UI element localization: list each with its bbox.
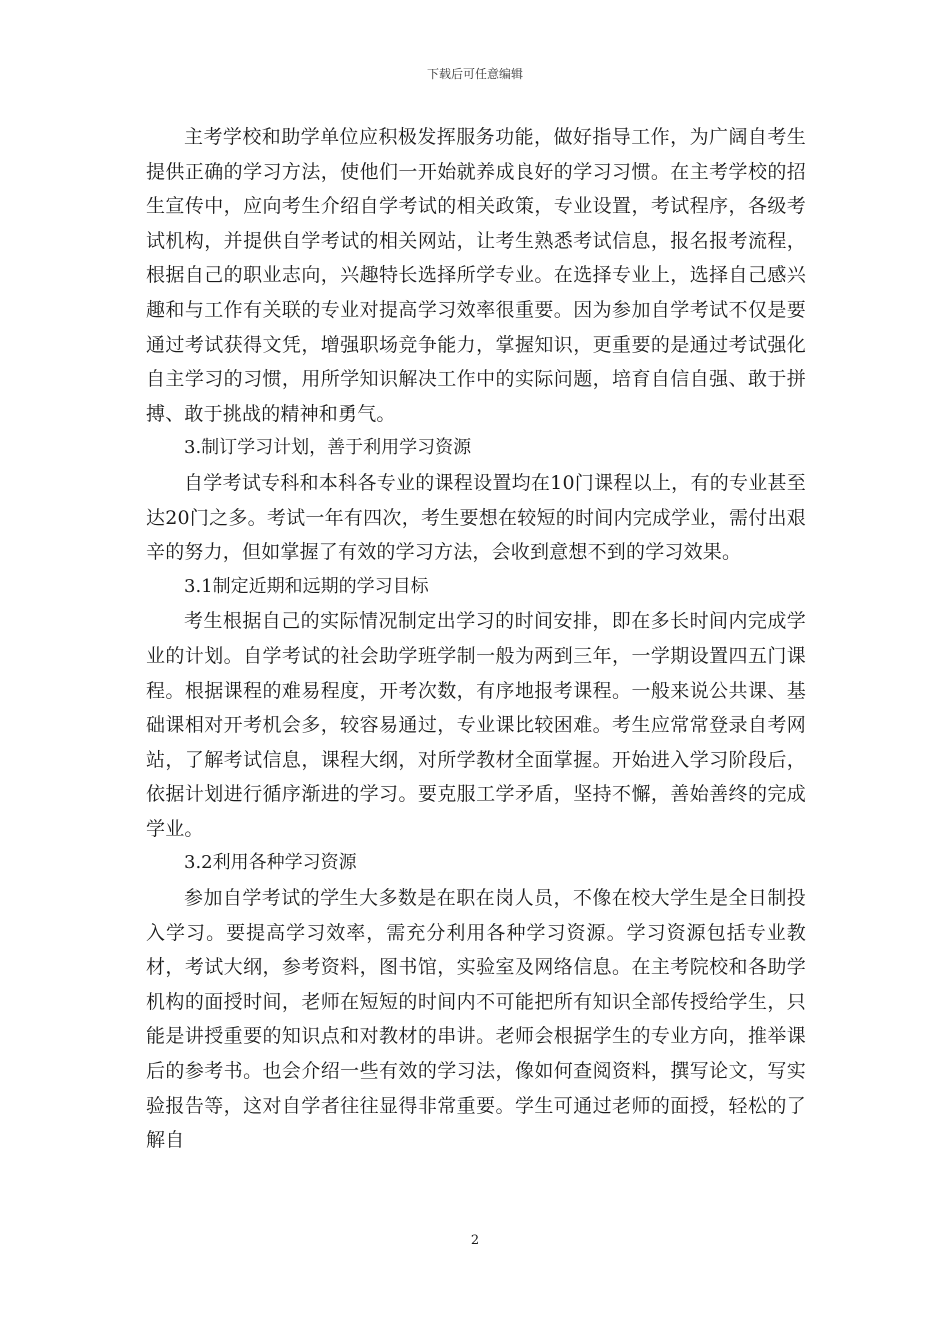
page-number: 2 <box>470 1233 480 1248</box>
paragraph-time-planning: 考生根据自己的实际情况制定出学习的时间安排，即在多长时间内完成学业的计划。自学考试的社会助学班学制一般为两到三年，一学期设置四五门课程。根据课程的难易程度，开考次数，有序地报考课程。一般来说公共课、基础课相对开考机会多，较容易通过，专业课比较困难。考生应常常登录自考网站，了解考试信息，课程大纲，对所学教材全面掌握。开始进入学习阶段后，依据计划进行循序渐进的学习。要克服工学矛盾，坚持不懈，善始善终的完成学业。 <box>146 610 806 840</box>
paragraph-service-guidance: 主考学校和助学单位应积极发挥服务功能，做好指导工作，为广阔自考生提供正确的学习方法，使他们一开始就养成良好的学习习惯。在主考学校的招生宣传中，应向考生介绍自学考试的相关政策，专业设置，考试程序，各级考试机构，并提供自学考试的相关网站，让考生熟悉考试信息，报名报考流程，根据自己的职业志向，兴趣特长选择所学专业。在选择专业上，选择自己感兴趣和与工作有关联的专业对提高学习效率很重要。因为参加自学考试不仅是要通过考试获得文凭，增强职场竞争能力，掌握知识，更重要的是通过考试强化自主学习的习惯，用所学知识解决工作中的实际问题，培育自信自强、敢于拼搏、敢于挑战的精神和勇气。 <box>146 126 806 425</box>
subsection-heading-resources: 3.2利用各种学习资源 <box>184 852 357 874</box>
section-heading-study-plan: 3.制订学习计划，善于利用学习资源 <box>184 437 472 459</box>
subsection-heading-goals: 3.1制定近期和远期的学习目标 <box>184 575 429 597</box>
paragraph-learning-resources: 参加自学考试的学生大多数是在职在岗人员，不像在校大学生是全日制投入学习。要提高学习效率，需充分利用各种学习资源。学习资源包括专业教材，考试大纲，参考资料，图书馆，实验室及网络信息。在主考院校和各助学机构的面授时间，老师在短短的时间内不可能把所有知识全部传授给学生，只能是讲授重要的知识点和对教材的串讲。老师会根据学生的专业方向，推举课后的参考书。也会介绍一些有效的学习法，像如何查阅资料，撰写论文，写实验报告等，这对自学者往往显得非常重要。学生可通过老师的面授，轻松的了解自 <box>146 887 806 1152</box>
document-body <box>146 120 806 1158</box>
page-header: 下载后可任意编辑 <box>426 67 523 81</box>
paragraph-course-overview: 自学考试专科和本科各专业的课程设置均在10门课程以上，有的专业甚至达20门之多。考试一年有四次，考生要想在较短的时间内完成学业，需付出艰辛的努力，但如掌握了有效的学习方法，会收到意想不到的学习效果。 <box>146 471 806 564</box>
